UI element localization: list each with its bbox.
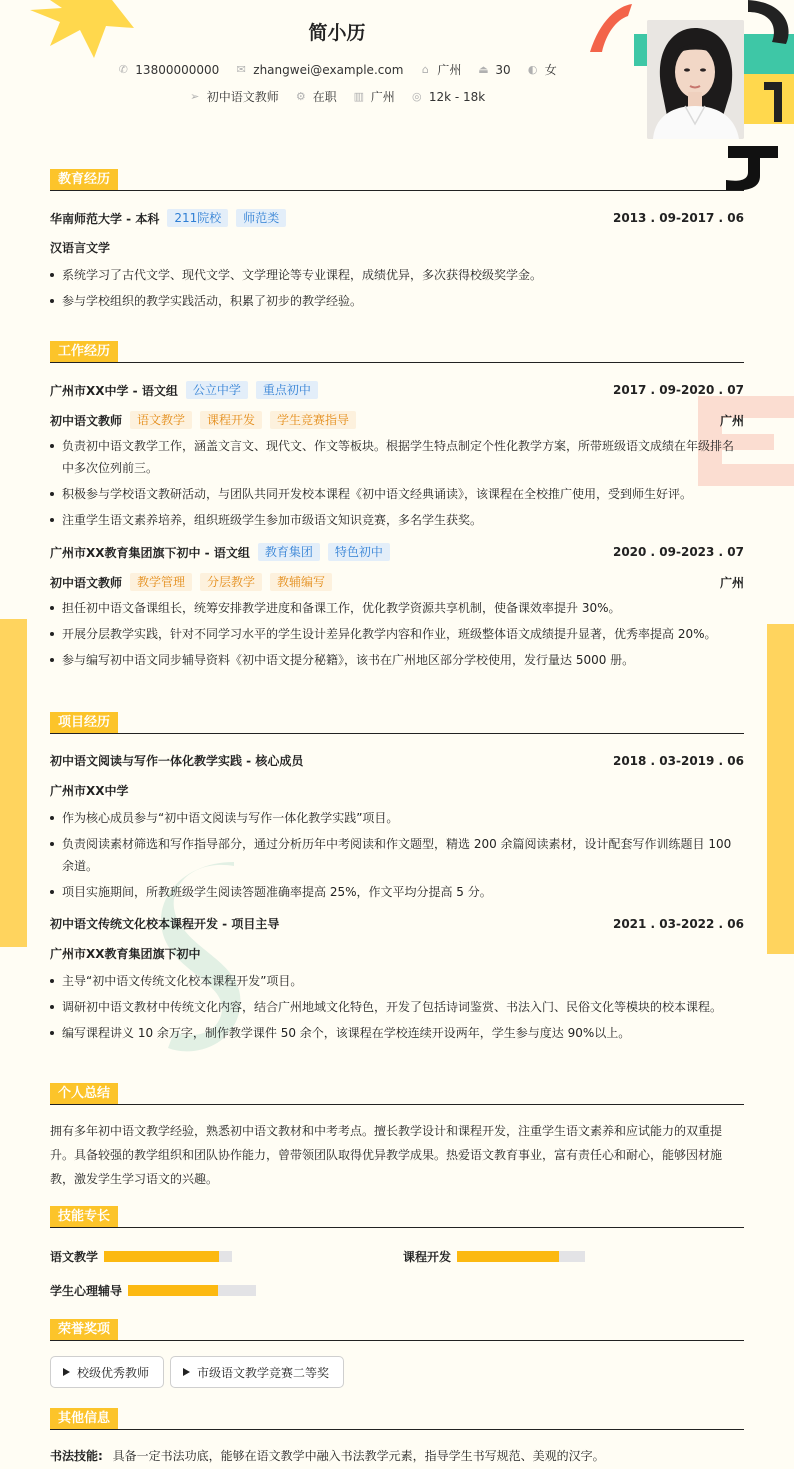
skill-level-fill [128,1285,218,1296]
company-tag: 公立中学 [186,381,248,399]
hometown-value: 广州 [437,63,462,77]
email-info [235,61,403,78]
money-icon: ◎ [412,90,422,103]
work-entry [50,543,744,671]
school-name: 华南师范大学 - 本科 [50,211,160,226]
project-entry [50,752,744,903]
summary-section [50,1083,744,1191]
skill-name: 语文教学 [50,1250,99,1264]
other-section-title: 其他信息 [50,1408,118,1429]
award-name: 市级语文教学竞赛二等奖 [197,1365,330,1380]
list-item: 负责初中语文教学工作，涵盖文言文、现代文、作文等板块。根据学生特点制定个性化教学方案，所带班级语文成绩在年级排名中多次位列前三。 [50,435,744,479]
gender-info [527,61,557,78]
skill-item [50,1282,256,1299]
project-org: 广州市XX中学 [50,784,129,798]
school-tag: 211院校 [167,209,228,227]
work-entry-header [50,543,744,561]
list-item: 作为核心成员参与“初中语文阅读与写作一体化教学实践”项目。 [50,807,744,829]
status-info [295,88,337,105]
company-tag: 重点初中 [256,381,318,399]
project-entry-header [50,915,744,932]
education-section [50,169,744,316]
avatar [647,20,744,139]
list-item: 系统学习了古代文学、现代文学、文学理论等专业课程，成绩优异，多次获得校级奖学金。 [50,264,744,286]
company-tag: 特色初中 [328,543,390,561]
skill-name: 学生心理辅导 [50,1284,123,1298]
list-item: 调研初中语文教材中传统文化内容，结合广州地域文化特色，开发了包括诗词鉴赏、书法入门、民俗文化等模块的校本课程。 [50,996,744,1018]
role-title: 初中语文教师 [50,413,123,428]
project-name: 初中语文阅读与写作一体化教学实践 - 核心成员 [50,754,304,768]
role-tag: 语文教学 [130,411,192,429]
award-item [50,1356,164,1388]
skills-section [50,1206,744,1298]
role-tag: 分层教学 [200,573,262,591]
gender-icon: ◐ [527,63,538,76]
work-section-title: 工作经历 [50,341,118,362]
skill-level-bar [104,1251,232,1262]
city-value: 广州 [370,90,395,104]
age-icon: ⏏ [478,63,489,76]
skills-section-header [50,1206,744,1228]
home-icon: ⌂ [421,63,429,76]
role-tag: 教辅编写 [270,573,332,591]
list-item: 担任初中语文备课组长，统筹安排教学进度和备课工作，优化教学资源共享机制，使备课效率提升 30%。 [50,597,744,619]
list-item: 参与编写初中语文同步辅导资料《初中语文提分秘籍》，该书在广州地区部分学校使用，发行量达 5000 册。 [50,649,744,671]
other-section-header [50,1408,744,1430]
project-org: 广州市XX教育集团旗下初中 [50,947,201,961]
salary-value: 12k - 18k [428,89,486,104]
other-section [50,1408,744,1465]
work-date: 2017 . 09-2020 . 07 [612,383,744,397]
work-role-row [50,411,744,429]
gear-icon: ⚙ [295,90,306,103]
other-info-line [50,1447,744,1465]
education-section-header [50,169,744,191]
skill-level-fill [104,1251,219,1262]
gender-value: 女 [544,63,557,77]
skill-level-fill [457,1251,559,1262]
award-item [170,1356,344,1388]
education-date: 2013 . 09-2017 . 06 [612,211,744,225]
summary-section-header [50,1083,744,1105]
work-section-header [50,341,744,363]
other-info-label: 书法技能: [50,1449,103,1463]
awards-list [50,1356,744,1388]
send-icon: ➢ [190,90,200,103]
education-section-title: 教育经历 [50,169,118,190]
awards-section [50,1319,744,1388]
award-name: 校级优秀教师 [77,1365,150,1380]
phone-info [117,61,219,78]
skill-level-bar [457,1251,585,1262]
city-info [353,88,395,105]
projects-section [50,712,744,1048]
summary-text: 拥有多年初中语文教学经验，熟悉初中语文教材和中考考点。擅长教学设计和课程开发，注重学生语文素养和应试能力的双重提升。具备较强的教学组织和团队协作能力，曾带领团队取得优异教学成果。热爱语文教育事业，富有责任心和耐心，能够因材施教，激发学生学习语文的兴趣。 [50,1124,723,1186]
project-bullets [50,970,744,1044]
list-item: 主导“初中语文传统文化校本课程开发”项目。 [50,970,744,992]
contact-info-row [0,61,674,78]
skill-name: 课程开发 [403,1250,452,1264]
list-item: 开展分层教学实践，针对不同学习水平的学生设计差异化教学内容和作业，班级整体语文成绩提升显著，优秀率提高 20%。 [50,623,744,645]
age-info [477,61,510,78]
work-role-row [50,573,744,591]
project-entry [50,915,744,1044]
skill-item [50,1248,232,1265]
job-info-row [0,88,674,105]
projects-section-title: 项目经历 [50,712,118,733]
skill-item [403,1248,585,1265]
other-info-text: 具备一定书法功底，能够在语文教学中融入书法教学元素，指导学生书写规范、美观的汉字。 [112,1449,605,1463]
salary-info [411,88,485,105]
project-name: 初中语文传统文化校本课程开发 - 项目主导 [50,917,280,931]
summary-section-title: 个人总结 [50,1083,118,1104]
project-date: 2021 . 03-2022 . 06 [612,916,744,931]
job-title-value: 初中语文教师 [206,90,279,104]
building-icon: ▥ [353,90,364,103]
company-tag: 教育集团 [258,543,320,561]
status-value: 在职 [312,90,337,104]
list-item: 项目实施期间，所教班级学生阅读答题准确率提高 25%，作文平均分提高 5 分。 [50,881,744,903]
phone-number: 13800000000 [135,62,220,77]
email-address: zhangwei@example.com [253,62,404,77]
education-major: 汉语言文学 [50,241,111,255]
role-tag: 教学管理 [130,573,192,591]
work-date: 2020 . 09-2023 . 07 [612,545,744,559]
work-location: 广州 [719,575,744,590]
list-item: 负责阅读素材筛选和写作指导部分，通过分析历年中考阅读和作文题型，精选 200 余篇阅读素材，设计配套写作训练题目 100 余道。 [50,833,744,877]
project-date: 2018 . 03-2019 . 06 [612,753,744,768]
work-entry-header [50,381,744,399]
projects-section-header [50,712,744,734]
play-triangle-icon [63,1368,70,1376]
list-item: 注重学生语文素养培养，组织班级学生参加市级语文知识竞赛，多名学生获奖。 [50,509,744,531]
role-tag: 课程开发 [200,411,262,429]
phone-icon: ✆ [118,63,128,76]
work-bullets [50,597,744,671]
play-triangle-icon [183,1368,190,1376]
project-bullets [50,807,744,903]
role-tag: 学生竞赛指导 [270,411,356,429]
list-item: 积极参与学校语文教研活动，与团队共同开发校本课程《初中语文经典诵读》，该课程在全校推广使用，受到师生好评。 [50,483,744,505]
role-title: 初中语文教师 [50,575,123,590]
job-title-info [189,88,279,105]
skills-section-title: 技能专长 [50,1206,118,1227]
work-location: 广州 [719,413,744,428]
awards-section-title: 荣誉奖项 [50,1319,118,1340]
list-item: 参与学校组织的教学实践活动，积累了初步的教学经验。 [50,290,744,312]
candidate-name: 简小历 [308,22,366,44]
hometown-info [419,61,461,78]
mail-icon: ✉ [236,63,246,76]
company-name: 广州市XX中学 - 语文组 [50,383,178,398]
age-value: 30 [495,62,511,77]
education-entry-header [50,209,744,227]
work-entry [50,381,744,531]
school-tag: 师范类 [236,209,286,227]
list-item: 编写课程讲义 10 余万字，制作教学课件 50 余个，该课程在学校连续开设两年，学生参与度达 90%以上。 [50,1022,744,1044]
company-name: 广州市XX教育集团旗下初中 - 语文组 [50,545,250,560]
work-section [50,341,744,675]
awards-section-header [50,1319,744,1341]
education-bullets [50,264,744,312]
skill-level-bar [128,1285,256,1296]
project-entry-header [50,752,744,769]
work-bullets [50,435,744,531]
